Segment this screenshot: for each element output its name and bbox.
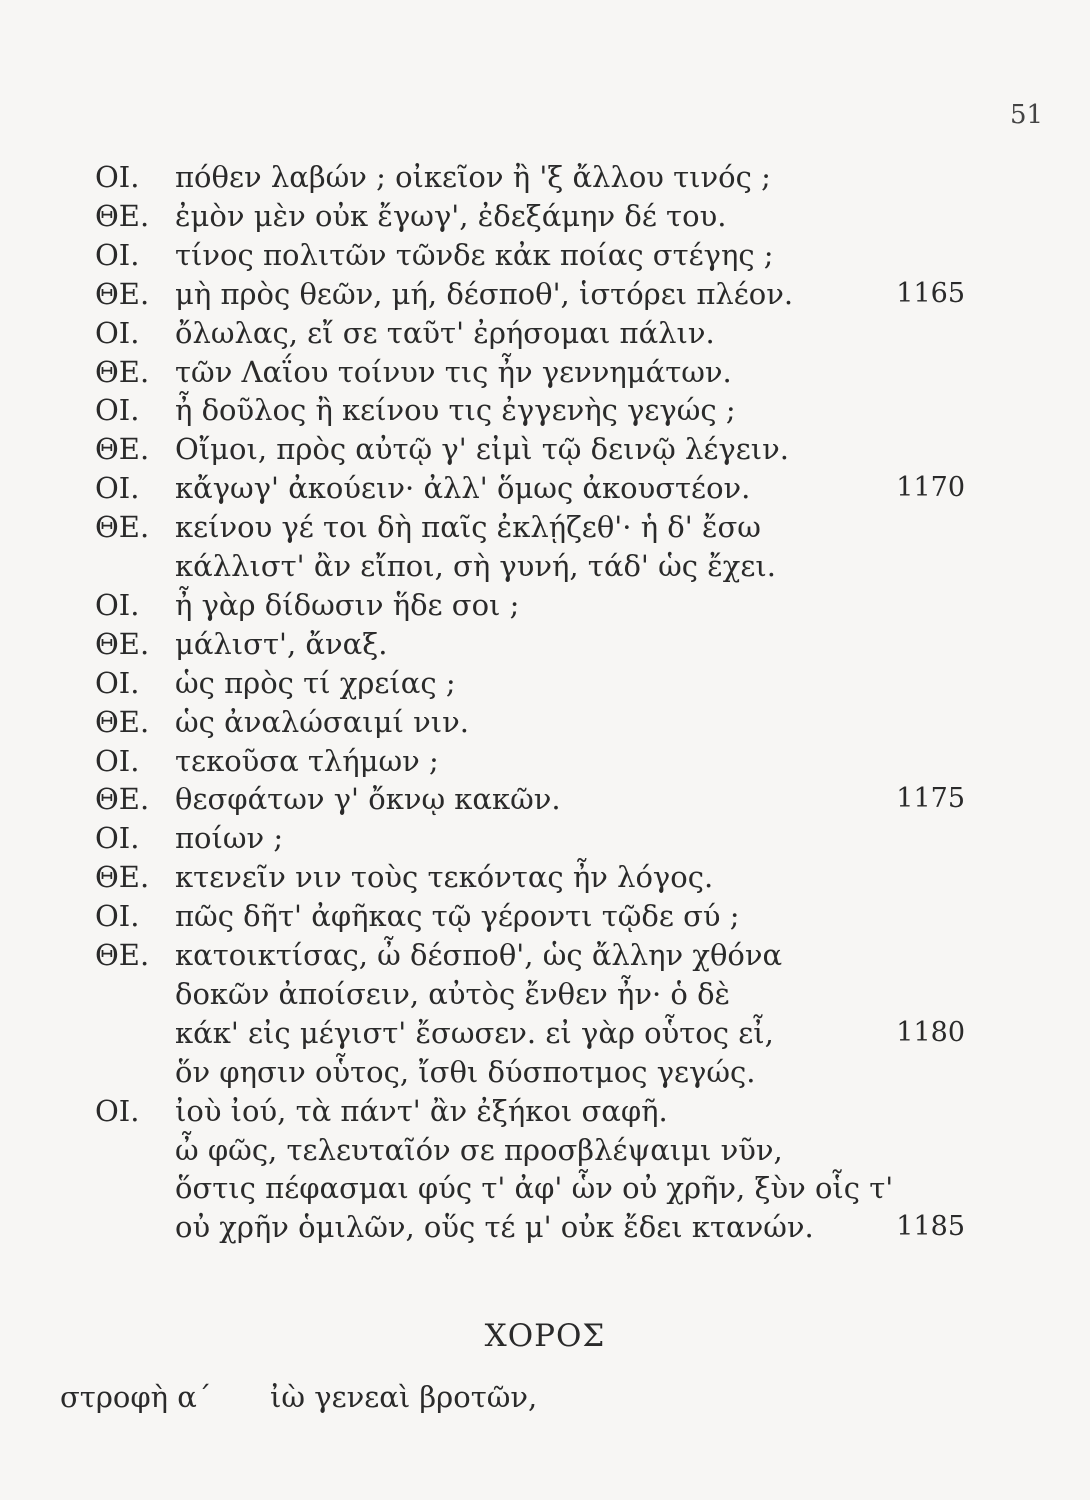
verse-text: τεκοῦσα τλήμων ; xyxy=(175,743,439,778)
verse-line xyxy=(0,236,1090,274)
speaker-label: ΘΕ. xyxy=(95,782,150,817)
verse-line xyxy=(0,897,1090,935)
speaker-label: ΟΙ. xyxy=(95,743,140,778)
line-number: 1185 xyxy=(896,1211,965,1243)
verse-line xyxy=(0,1092,1090,1130)
page-number: 51 xyxy=(1010,100,1044,130)
verse-text: τίνος πολιτῶν τῶνδε κἀκ ποίας στέγης ; xyxy=(175,237,774,272)
speaker-label: ΘΕ. xyxy=(95,860,150,895)
verse-line xyxy=(0,664,1090,702)
verse-text: πόθεν λαβών ; οἰκεῖον ἢ 'ξ ἄλλου τινός ; xyxy=(175,160,771,194)
speaker-label: ΘΕ. xyxy=(95,354,150,389)
verse-text: κἄγωγ' ἀκούειν· ἀλλ' ὅμως ἀκουστέον. xyxy=(175,471,751,506)
speaker-label: ΟΙ. xyxy=(95,160,140,194)
verse-line xyxy=(0,703,1090,741)
verse-line xyxy=(0,158,1090,196)
speaker-label: ΟΙ. xyxy=(95,665,140,700)
verse-text: ὅστις πέφασμαι φύς τ' ἀφ' ὧν οὐ χρῆν, ξὺν οἷς τ' xyxy=(175,1171,894,1206)
strophe-text: ἰὼ γενεαὶ βροτῶν, xyxy=(270,1380,538,1414)
verse-line xyxy=(0,1208,1090,1246)
chorus-heading: ΧΟΡΟΣ xyxy=(484,1318,606,1354)
verse-line xyxy=(0,391,1090,429)
verse-line xyxy=(0,547,1090,585)
verse-text: θεσφάτων γ' ὄκνῳ κακῶν. xyxy=(175,782,561,817)
verse-text: Οἴμοι, πρὸς αὐτῷ γ' εἰμὶ τῷ δεινῷ λέγειν. xyxy=(175,432,789,467)
speaker-label: ΘΕ. xyxy=(95,938,150,972)
line-number: 1170 xyxy=(896,472,965,504)
speaker-label: ΟΙ. xyxy=(95,587,140,622)
verse-text: ἦ γὰρ δίδωσιν ἥδε σοι ; xyxy=(175,587,520,622)
speaker-label: ΟΙ. xyxy=(95,899,140,934)
verse-line xyxy=(0,1131,1090,1169)
verse-text: ἰοὺ ἰού, τὰ πάντ' ἂν ἐξήκοι σαφῆ. xyxy=(175,1093,668,1128)
strophe-label: στροφὴ α΄ xyxy=(60,1380,212,1414)
verse-line xyxy=(0,508,1090,546)
verse-text: κείνου γέ τοι δὴ παῖς ἐκλῄζεθ'· ἡ δ' ἔσω xyxy=(175,510,761,545)
verse-text: κατοικτίσας, ὦ δέσποθ', ὡς ἄλλην χθόνα xyxy=(175,938,783,972)
verse-line xyxy=(0,858,1090,896)
line-number: 1175 xyxy=(896,783,965,815)
verse-line xyxy=(0,586,1090,624)
line-number: 1165 xyxy=(896,277,965,309)
verse-text: ποίων ; xyxy=(175,821,284,856)
verse-text: ὦ φῶς, τελευταῖόν σε προσβλέψαιμι νῦν, xyxy=(175,1132,783,1167)
verse-line xyxy=(0,1053,1090,1091)
speaker-label: ΘΕ. xyxy=(95,626,150,661)
line-number: 1180 xyxy=(896,1016,965,1048)
verse-text: πῶς δῆτ' ἀφῆκας τῷ γέροντι τῷδε σύ ; xyxy=(175,899,740,934)
verse-line xyxy=(0,353,1090,391)
verse-text: κάλλιστ' ἂν εἴποι, σὴ γυνή, τάδ' ὡς ἔχει. xyxy=(175,549,776,583)
speaker-label: ΟΙ. xyxy=(95,471,140,506)
speaker-label: ΘΕ. xyxy=(95,432,150,467)
verse-text: μάλιστ', ἄναξ. xyxy=(175,626,388,661)
verse-line xyxy=(0,275,1090,313)
verse-text: ὡς πρὸς τί χρείας ; xyxy=(175,665,456,700)
verse-line xyxy=(0,742,1090,780)
speaker-label: ΟΙ. xyxy=(95,821,140,856)
verse-line xyxy=(0,314,1090,352)
verse-line xyxy=(0,430,1090,468)
verse-line xyxy=(0,1169,1090,1207)
verse-line xyxy=(0,819,1090,857)
verse-text: ὡς ἀναλώσαιμί νιν. xyxy=(175,704,469,739)
speaker-label: ΘΕ. xyxy=(95,198,150,233)
verse-line xyxy=(0,469,1090,507)
verse-line xyxy=(0,780,1090,818)
verse-line xyxy=(0,625,1090,663)
verse-text: ὄλωλας, εἴ σε ταῦτ' ἐρήσομαι πάλιν. xyxy=(175,315,715,350)
verse-line xyxy=(0,936,1090,974)
verse-text: τῶν Λαΐου τοίνυν τις ἦν γεννημάτων. xyxy=(175,354,732,389)
speaker-label: ΟΙ. xyxy=(95,315,140,350)
verse-line xyxy=(0,197,1090,235)
strophe-line xyxy=(0,1378,1090,1416)
verse-line xyxy=(0,1014,1090,1052)
verse-text: ὅν φησιν οὗτος, ἴσθι δύσποτμος γεγώς. xyxy=(175,1054,756,1089)
verse-text: ἐμὸν μὲν οὐκ ἔγωγ', ἐδεξάμην δέ του. xyxy=(175,198,727,233)
verse-text: μὴ πρὸς θεῶν, μή, δέσποθ', ἱστόρει πλέον. xyxy=(175,276,794,311)
verse-text: οὐ χρῆν ὁμιλῶν, οὕς τέ μ' οὐκ ἔδει κτανών. xyxy=(175,1210,814,1245)
speaker-label: ΟΙ. xyxy=(95,1093,140,1128)
speaker-label: ΘΕ. xyxy=(95,510,150,545)
verse-text: δοκῶν ἀποίσειν, αὐτὸς ἔνθεν ἦν· ὁ δὲ xyxy=(175,976,731,1011)
speaker-label: ΘΕ. xyxy=(95,704,150,739)
verse-text: ἦ δοῦλος ἢ κείνου τις ἐγγενὴς γεγώς ; xyxy=(175,393,736,428)
speaker-label: ΘΕ. xyxy=(95,276,150,311)
verse-text: κτενεῖν νιν τοὺς τεκόντας ἦν λόγος. xyxy=(175,860,714,895)
speaker-label: ΟΙ. xyxy=(95,393,140,428)
speaker-label: ΟΙ. xyxy=(95,237,140,272)
verse-text: κάκ' εἰς μέγιστ' ἔσωσεν. εἰ γὰρ οὗτος εἶ, xyxy=(175,1015,774,1050)
verse-line xyxy=(0,975,1090,1013)
